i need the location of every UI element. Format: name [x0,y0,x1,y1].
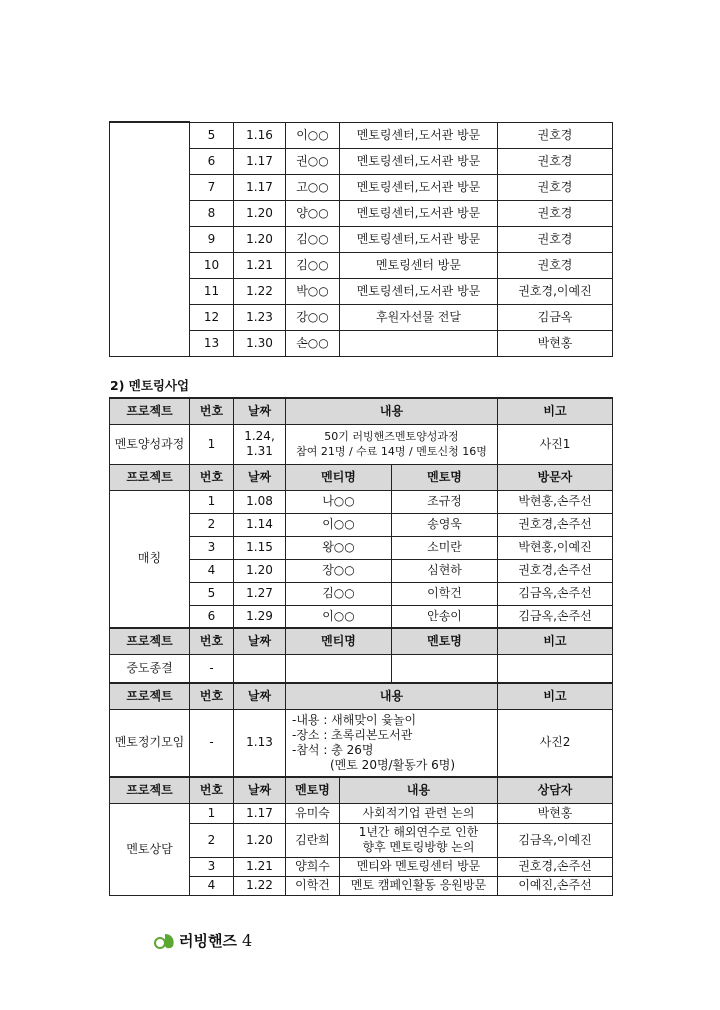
page-footer [154,930,252,951]
row-date: 1.20 [234,823,286,857]
row-no: 10 [190,252,234,278]
header-content: 내용 [286,683,498,709]
header-project: 프로젝트 [110,398,190,424]
row-content: 멘토링센터,도서관 방문 [340,174,498,200]
header-content: 내용 [286,398,498,424]
row-content: 멘토링센터,도서관 방문 [340,200,498,226]
row-date: 1.24, 1.31 [234,424,286,464]
row-visitor: 권호경 [498,226,613,252]
merged-project-cell [110,122,190,356]
row-mentor: 소미란 [392,536,498,559]
row-visitor: 권호경 [498,200,613,226]
row-content [340,330,498,356]
section-title: 2) 멘토링사업 [110,378,190,393]
row-visitor: 박현홍 [498,330,613,356]
row-mentor: 심현하 [392,559,498,582]
row-date: 1.21 [234,857,286,876]
row-content: 멘토링센터,도서관 방문 [340,122,498,148]
row-visitor: 권호경,손주선 [498,559,613,582]
row-date: 1.13 [234,709,286,777]
row-date: 1.23 [234,304,286,330]
row-mentor: 송영욱 [392,513,498,536]
row-no: 2 [190,823,234,857]
table-row [110,122,613,148]
row-no: - [190,709,234,777]
row-mentor: 이학건 [392,582,498,605]
row-date: 1.15 [234,536,286,559]
row-mentor [392,654,498,683]
row-content: 후원자선물 전달 [340,304,498,330]
row-no: 4 [190,559,234,582]
row-no: 3 [190,857,234,876]
row-mentor: 이학건 [286,876,340,895]
header-project: 프로젝트 [110,464,190,490]
header-no: 번호 [190,683,234,709]
row-visitor: 박현홍,이예진 [498,536,613,559]
row-name: 이○○ [286,122,340,148]
project-cell: 멘토양성과정 [110,424,190,464]
row-no: 5 [190,582,234,605]
footer-brand: 러빙핸즈 [179,932,237,950]
row-date [234,654,286,683]
header-no: 번호 [190,628,234,654]
header-date: 날짜 [234,777,286,803]
row-mentee: 왕○○ [286,536,392,559]
row-note [498,654,613,683]
row-no: 5 [190,122,234,148]
row-date: 1.14 [234,513,286,536]
row-counselor: 이예진,손주선 [498,876,613,895]
row-name: 고○○ [286,174,340,200]
row-no: 6 [190,605,234,628]
row-counselor: 권호경,손주선 [498,857,613,876]
table-row [110,709,613,777]
row-mentee: 장○○ [286,559,392,582]
row-date: 1.16 [234,122,286,148]
page-number: 4 [241,931,253,950]
row-date: 1.20 [234,226,286,252]
row-date: 1.20 [234,200,286,226]
row-date: 1.17 [234,174,286,200]
header-no: 번호 [190,777,234,803]
header-note: 비고 [498,628,613,654]
row-no: - [190,654,234,683]
row-name: 권○○ [286,148,340,174]
row-visitor: 권호경 [498,122,613,148]
row-content: 사회적기업 관련 논의 [340,803,498,823]
row-name: 양○○ [286,200,340,226]
header-note: 비고 [498,398,613,424]
row-content: 멘토 캠페인활동 응원방문 [340,876,498,895]
header-note: 비고 [498,683,613,709]
row-no: 1 [190,424,234,464]
table-row [110,803,613,823]
row-content: 멘토링센터 방문 [340,252,498,278]
row-mentor: 김란희 [286,823,340,857]
row-no: 1 [190,490,234,513]
row-date: 1.27 [234,582,286,605]
row-date: 1.29 [234,605,286,628]
mentoring-table [109,397,613,896]
row-date: 1.22 [234,278,286,304]
row-name: 강○○ [286,304,340,330]
header-visitor: 방문자 [498,464,613,490]
row-content: 1년간 해외연수로 인한 향후 멘토링방향 논의 [340,823,498,857]
header-mentor: 멘토명 [392,464,498,490]
header-mentor: 멘토명 [286,777,340,803]
row-note: 사진2 [498,709,613,777]
row-visitor: 권호경,이예진 [498,278,613,304]
row-name: 손○○ [286,330,340,356]
row-no: 8 [190,200,234,226]
header-mentee: 멘티명 [286,464,392,490]
table-row [110,490,613,513]
row-no: 12 [190,304,234,330]
project-cell: 멘토정기모임 [110,709,190,777]
header-project: 프로젝트 [110,777,190,803]
row-no: 6 [190,148,234,174]
project-cell: 멘토상담 [110,803,190,895]
row-visitor: 권호경 [498,174,613,200]
row-mentee [286,654,392,683]
row-date: 1.17 [234,803,286,823]
row-content: 멘토링센터,도서관 방문 [340,226,498,252]
header-project: 프로젝트 [110,628,190,654]
row-name: 김○○ [286,252,340,278]
row-visitor: 김금옥,손주선 [498,582,613,605]
row-name: 박○○ [286,278,340,304]
row-counselor: 김금옥,이예진 [498,823,613,857]
row-counselor: 박현홍 [498,803,613,823]
row-mentor: 안송이 [392,605,498,628]
row-no: 7 [190,174,234,200]
row-content: 멘티와 멘토링센터 방문 [340,857,498,876]
header-date: 날짜 [234,628,286,654]
row-mentee: 이○○ [286,605,392,628]
row-mentor: 조규정 [392,490,498,513]
header-row [110,683,613,709]
header-mentee: 멘티명 [286,628,392,654]
row-no: 3 [190,536,234,559]
row-date: 1.20 [234,559,286,582]
row-no: 9 [190,226,234,252]
header-no: 번호 [190,398,234,424]
header-no: 번호 [190,464,234,490]
header-content: 내용 [340,777,498,803]
row-content: 멘토링센터,도서관 방문 [340,278,498,304]
row-no: 1 [190,803,234,823]
row-no: 2 [190,513,234,536]
header-date: 날짜 [234,683,286,709]
header-date: 날짜 [234,398,286,424]
header-row [110,777,613,803]
table-row [110,424,613,464]
row-visitor: 김금옥 [498,304,613,330]
row-note: 사진1 [498,424,613,464]
row-mentor: 양희수 [286,857,340,876]
project-cell: 매칭 [110,490,190,628]
header-mentor: 멘토명 [392,628,498,654]
row-date: 1.22 [234,876,286,895]
row-mentee: 김○○ [286,582,392,605]
logo-hands-icon [154,932,176,950]
header-project: 프로젝트 [110,683,190,709]
row-date: 1.08 [234,490,286,513]
row-no: 13 [190,330,234,356]
row-date: 1.21 [234,252,286,278]
header-row [110,628,613,654]
row-visitor: 권호경 [498,252,613,278]
row-content: 50기 러빙핸즈멘토양성과정 참여 21명 / 수료 14명 / 멘토신청 16명 [286,424,498,464]
row-date: 1.17 [234,148,286,174]
row-visitor: 권호경,손주선 [498,513,613,536]
row-no: 4 [190,876,234,895]
row-name: 김○○ [286,226,340,252]
header-row [110,398,613,424]
row-visitor: 권호경 [498,148,613,174]
row-content: -내용 : 새해맞이 윷놀이 -장소 : 초록리본도서관 -참석 : 총 26명 (멘토 20명/활동가 6명) [286,709,498,777]
row-mentor: 유미숙 [286,803,340,823]
row-visitor: 김금옥,손주선 [498,605,613,628]
row-no: 11 [190,278,234,304]
row-mentee: 이○○ [286,513,392,536]
table-row [110,654,613,683]
row-visitor: 박현홍,손주선 [498,490,613,513]
row-mentee: 나○○ [286,490,392,513]
header-date: 날짜 [234,464,286,490]
header-row [110,464,613,490]
visit-table [109,121,613,357]
row-date: 1.30 [234,330,286,356]
header-counselor: 상담자 [498,777,613,803]
row-content: 멘토링센터,도서관 방문 [340,148,498,174]
project-cell: 중도종결 [110,654,190,683]
